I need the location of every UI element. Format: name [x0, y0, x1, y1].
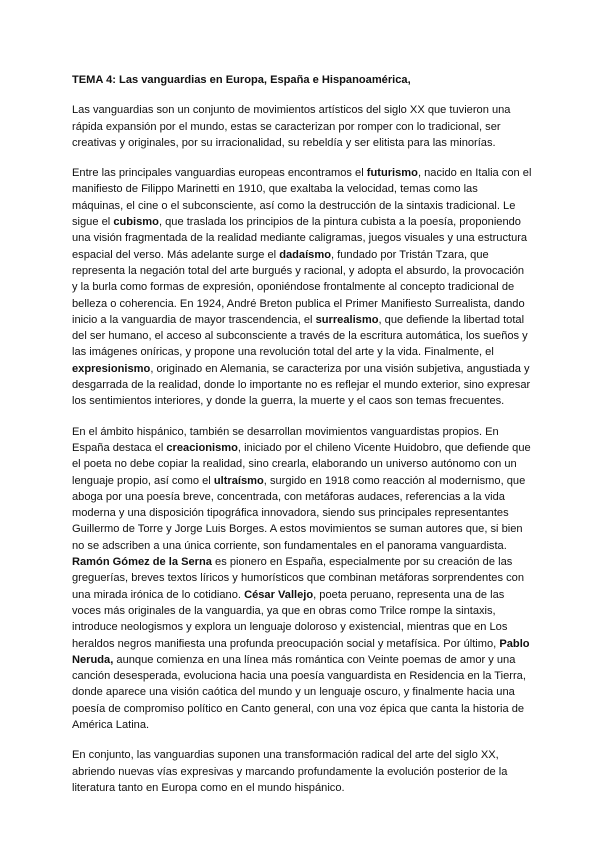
hispanic-text-2: , iniciado por el chileno Vicente Huidobro, que defiende que el poeta no debe copiar la realidad, sino crearla, elaborando un universo autónomo con un lenguaje propio, así como el — [72, 441, 531, 487]
term-creacionismo: creacionismo — [166, 441, 238, 454]
europe-text-6: , originado en Alemania, se caracteriza por una visión subjetiva, angustiada y desgarrada de la realidad, donde lo importante no es reflejar el mundo exterior, sino expresar los sentimientos interiores, y donde la guerra, la muerte y el caos son temas frecuentes. — [72, 362, 531, 408]
hispanic-paragraph — [72, 424, 532, 734]
term-futurismo: futurismo — [366, 167, 418, 180]
term-surrealismo: surrealismo — [315, 313, 379, 326]
document-body — [72, 72, 532, 810]
europe-text-1: Entre las principales vanguardias europeas encontramos el — [72, 167, 367, 180]
term-dadaismo: dadaísmo — [279, 248, 331, 261]
europe-text-5: , que defiende la libertad total del ser humano, el acceso al subconsciente a través de la escritura automática, los sueños y las imágenes oníricas, y propone una revolución total del arte y la vida. Finalmente, el — [72, 313, 528, 359]
europe-text-2: , nacido en Italia con el manifiesto de Filippo Marinetti en 1910, que exaltaba la velocidad, temas como las máquinas, el cine o el subconsciente, así como la destrucción de la sintaxis tradicional. Le sigue el — [72, 167, 532, 229]
hispanic-text-4: es pionero en España, especialmente por su creación de las greguerías, breves textos líricos y humorísticos que combinan metáforas sorprendentes con una mirada irónica de lo cotidiano. — [72, 556, 524, 601]
author-pablo-neruda: Pablo Neruda, — [72, 637, 530, 666]
author-cesar-vallejo: César Vallejo — [244, 588, 314, 601]
term-cubismo: cubismo — [113, 216, 159, 229]
hispanic-text-3: , surgido en 1918 como reacción al modernismo, que aboga por una poesía breve, concentrada, con metáforas audaces, referencias a la vida moderna y una disposición tipográfica innovadora, siendo sus principales representantes Guillermo de Torre y Jorge Luis Borges. A estos movimientos se suman autores que, si bien no se adscriben a una única corriente, son fundamentales en el panorama vanguardista. — [72, 474, 526, 552]
document-title: TEMA 4: Las vanguardias en Europa, España e Hispanoamérica, — [72, 74, 411, 86]
europe-text-3: , que traslada los principios de la pintura cubista a la poesía, proponiendo una visión fragmentada de la realidad mediante caligramas, juegos visuales y una estructura espacial del verso. Más adelante surge el — [72, 216, 528, 261]
term-expresionismo: expresionismo — [72, 362, 151, 375]
hispanic-text-5: , poeta peruano, representa una de las voces más originales de la vanguardia, ya que en obras como Trilce rompe la sintaxis, introduce neologismos y explora un lenguaje doloroso y existencial, mientras que en Los heraldos negros manifiesta una profunda preocupación social y metafísica. Por último, — [72, 588, 508, 650]
author-ramon-gomez-de-la-serna: Ramón Gómez de la Serna — [72, 556, 212, 569]
intro-paragraph: Las vanguardias son un conjunto de movimientos artísticos del siglo XX que tuvieron una rápida expansión por el mundo, estas se caracterizan por romper con lo tradicional, ser creativas y originales, por su irracionalidad, su rebeldía y ser elitista para las minorías. — [72, 104, 511, 149]
hispanic-text-1: En el ámbito hispánico, también se desarrollan movimientos vanguardistas propios. En España destaca el — [72, 425, 499, 454]
europe-paragraph — [72, 165, 532, 409]
term-ultraismo: ultraísmo — [213, 474, 264, 487]
hispanic-text-6: aunque comienza en una línea más romántica con Veinte poemas de amor y una canción desesperada, evoluciona hacia una poesía vanguardista en Residencia en la Tierra, donde aparece una visión caótica del mundo y un lenguaje oscuro, y finalmente hacia una poesía de compromiso político en Canto general, con una voz épica que canta la historia de América Latina. — [72, 653, 526, 731]
europe-text-4: , fundado por Tristán Tzara, que representa la negación total del arte burgués y racional, y adopta el absurdo, la provocación y la burla como formas de expresión, oponiéndose frontalmente al concepto tradicional de belleza o coherencia. En 1924, André Breton publica el Primer Manifiesto Surrealista, dando inicio a la vanguardia de mayor trascendencia, el — [72, 248, 525, 326]
conclusion-paragraph: En conjunto, las vanguardias suponen una transformación radical del arte del siglo XX, abriendo nuevas vías expresivas y marcando profundamente la evolución posterior de la literatura tanto en Europa como en el mundo hispánico. — [72, 749, 508, 794]
